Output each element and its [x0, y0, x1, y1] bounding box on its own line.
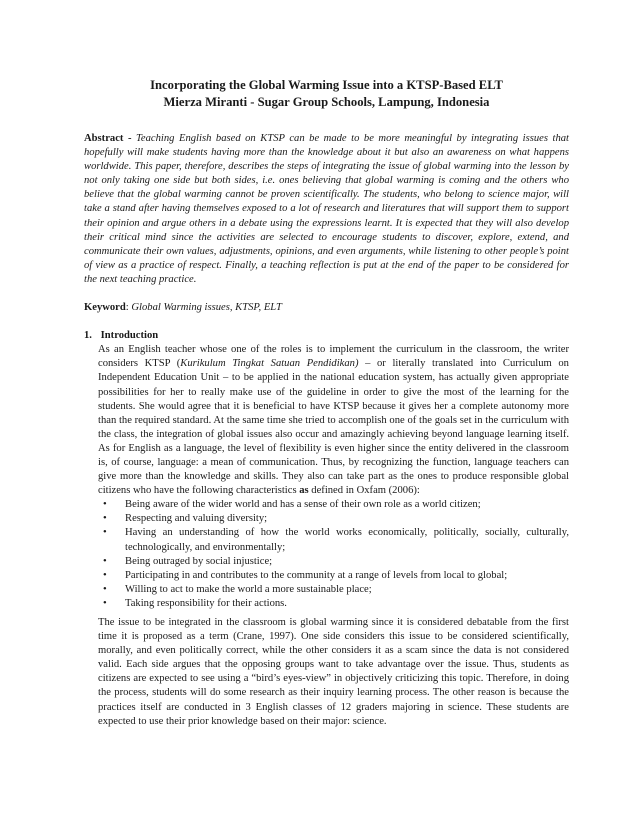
section-number: 1.	[84, 330, 92, 342]
list-item: • Being aware of the wider world and has a sense of their own role as a world citizen;	[98, 498, 569, 512]
para-italic-term: Kurikulum Tingkat Satuan Pendidikan)	[180, 358, 359, 370]
bullet-icon: •	[103, 583, 107, 595]
section-introduction	[84, 329, 569, 729]
list-item: • Respecting and valuing diversity;	[98, 512, 569, 526]
author-line: Mierza Miranti - Sugar Group Schools, Lampung, Indonesia	[163, 95, 490, 109]
section-heading	[84, 329, 569, 343]
list-item: • Willing to act to make the world a more sustainable place;	[98, 583, 569, 597]
list-item: • Taking responsibility for their actions.	[98, 597, 569, 611]
paper-title	[84, 77, 569, 111]
para-text: – or literally translated into Curriculum on Independent Education Unit – to be applied in the national education system, has actually given appropriate possibilities for her to really make use of the guideline in order to give the most of the learning for the students. She would agree that it is beneficial to have KTSP because it gives her a complete autonomy more than the required standard. At the same time she tried to accomplish one of the goals set in the curriculum with the class, the integration of global issues also occur and amazingly achieving beyond language learning itself. As for English as a language, the level of flexibility is even higher since the entity delivered in the classroom is, of course, language: a mean of communication. Thus, by recognizing the function, language teachers can give more than the knowledge and skills. They also can take part as the ones to produce responsible global citizens who have the following characteristics	[98, 358, 569, 497]
bullet-icon: •	[103, 569, 107, 581]
para-bold-word: as	[299, 485, 309, 497]
bullet-icon: •	[103, 513, 107, 525]
keyword-value: Global Warming issues, KTSP, ELT	[131, 302, 282, 314]
keyword-label: Keyword	[84, 302, 126, 314]
bullet-icon: •	[103, 527, 107, 539]
intro-paragraph-1	[98, 343, 569, 498]
list-item: • Being outraged by social injustice;	[98, 555, 569, 569]
bullet-icon: •	[103, 499, 107, 511]
list-item: • Having an understanding of how the world works economically, politically, socially, culturally, technologically, and environmentally;	[103, 527, 569, 553]
list-item: • Participating in and contributes to the community at a range of levels from local to global;	[98, 569, 569, 583]
characteristics-list	[98, 498, 569, 611]
keywords: Keyword: Global Warming issues, KTSP, ELT	[84, 302, 282, 314]
para-text: defined in Oxfam (2006):	[308, 485, 420, 497]
abstract-text: Teaching English based on KTSP can be made to be more meaningful by integrating issues that hopefully will make students having more than the knowledge about it but also an awareness on what happens worldwide. This paper, therefore, describes the steps of integrating the issue of global warming into the lesson by not only taking one side but both sides, i.e. ones believing that global warming is coming and the others who believe that the global warming cannot be proven scientifically. The students, who belong to science major, will take a stand after having themselves exposed to a lot of research and literatures that will support them to support their opinion and argue others in a debate using the expressions learnt. It is expected that they will also develop their critical mind since the activities are selected to encourage students to discover, explore, extend, and communicate their own values, adjustments, opinions, and even arguments, while listening to other people’s point of view as a practice of respect. Finally, a teaching reflection is put at the end of the paper to be considered for the next teaching practice.	[84, 133, 569, 285]
abstract	[84, 132, 569, 287]
title-line: Incorporating the Global Warming Issue into a KTSP-Based ELT	[150, 78, 503, 92]
para-text: As an English teacher whose one of the roles is to implement the curriculum in the classroom, the writer considers KTSP (	[98, 344, 569, 370]
bullet-icon: •	[103, 555, 107, 567]
bullet-icon: •	[103, 597, 107, 609]
intro-paragraph-2: The issue to be integrated in the classroom is global warming since it is considered debatable from the first time it is proposed as a term (Crane, 1997). One side considers this issue to be considered scientifically, morally, and even politically correct, while the other considers it as a scam since the data is not considered valid. Each side argues that the opposing groups want to take advantage over the issue. Thus, students as citizens are expected to see using a “bird’s eyes-view” in objectively criticizing this topic. Therefore, in doing the process, students will do some research as their inquiry learning process. The other reason is because the practices itself are conducted in 3 English classes of 12 graders majoring in science. These students are expected to use their prior knowledge based on their major: science.	[98, 617, 569, 727]
abstract-label: Abstract -	[84, 133, 132, 144]
section-title: Introduction	[100, 330, 159, 342]
